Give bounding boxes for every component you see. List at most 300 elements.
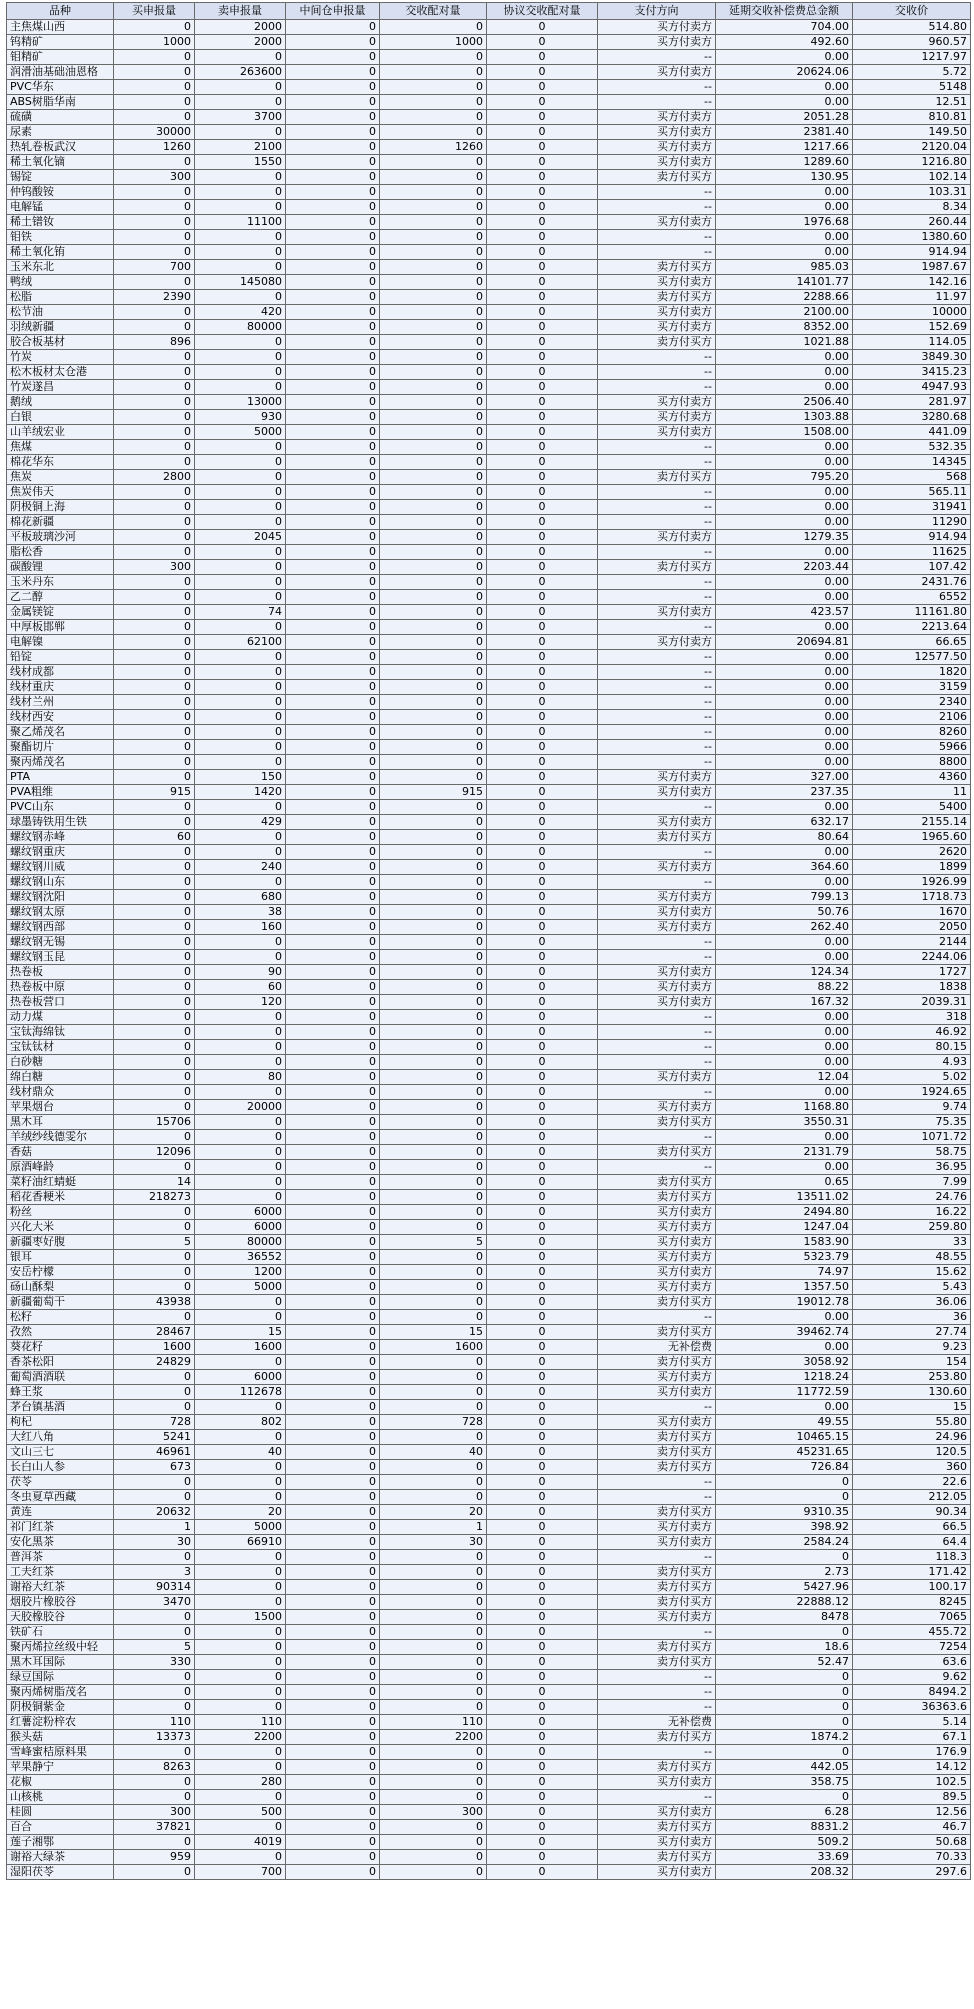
sell-declared-cell: 15 xyxy=(195,1325,286,1340)
buy-declared-cell: 0 xyxy=(114,1025,195,1040)
compensation-total-cell: 0 xyxy=(716,1550,853,1565)
payment-direction-cell: -- xyxy=(598,455,716,470)
delivery-matched-cell: 0 xyxy=(380,1610,487,1625)
table-row xyxy=(7,905,971,920)
variety-cell: 线材重庆 xyxy=(7,680,114,695)
table-row xyxy=(7,620,971,635)
buy-declared-cell: 0 xyxy=(114,1775,195,1790)
middle-warehouse-cell: 0 xyxy=(286,1265,380,1280)
table-row xyxy=(7,860,971,875)
delivery-price-cell: 810.81 xyxy=(853,110,971,125)
agreement-matched-cell: 0 xyxy=(487,1805,598,1820)
sell-declared-cell: 112678 xyxy=(195,1385,286,1400)
delivery-matched-cell: 0 xyxy=(380,770,487,785)
sell-declared-cell: 60 xyxy=(195,980,286,995)
compensation-total-cell: 8352.00 xyxy=(716,320,853,335)
sell-declared-cell: 13000 xyxy=(195,395,286,410)
variety-cell: 粉丝 xyxy=(7,1205,114,1220)
delivery-matched-cell: 0 xyxy=(380,1550,487,1565)
delivery-price-cell: 100.17 xyxy=(853,1580,971,1595)
agreement-matched-cell: 0 xyxy=(487,20,598,35)
agreement-matched-cell: 0 xyxy=(487,980,598,995)
variety-cell: 钨精矿 xyxy=(7,35,114,50)
buy-declared-cell: 0 xyxy=(114,710,195,725)
payment-direction-cell: -- xyxy=(598,1625,716,1640)
delivery-price-cell: 5.14 xyxy=(853,1715,971,1730)
table-row xyxy=(7,1715,971,1730)
middle-warehouse-cell: 0 xyxy=(286,290,380,305)
delivery-price-cell: 1217.97 xyxy=(853,50,971,65)
variety-cell: 棉花新疆 xyxy=(7,515,114,530)
compensation-total-cell: 442.05 xyxy=(716,1760,853,1775)
agreement-matched-cell: 0 xyxy=(487,1175,598,1190)
agreement-matched-cell: 0 xyxy=(487,1565,598,1580)
delivery-price-cell: 1380.60 xyxy=(853,230,971,245)
payment-direction-cell: 买方付卖方 xyxy=(598,920,716,935)
compensation-total-cell: 1217.66 xyxy=(716,140,853,155)
sell-declared-cell: 0 xyxy=(195,1475,286,1490)
delivery-matched-cell: 0 xyxy=(380,1430,487,1445)
middle-warehouse-cell: 0 xyxy=(286,1805,380,1820)
sell-declared-cell: 0 xyxy=(195,620,286,635)
table-row xyxy=(7,935,971,950)
compensation-total-cell: 3058.92 xyxy=(716,1355,853,1370)
delivery-matched-cell: 0 xyxy=(380,710,487,725)
delivery-matched-cell: 0 xyxy=(380,395,487,410)
payment-direction-cell: 买方付卖方 xyxy=(598,860,716,875)
delivery-price-cell: 16.22 xyxy=(853,1205,971,1220)
delivery-matched-cell: 0 xyxy=(380,335,487,350)
table-row xyxy=(7,1070,971,1085)
agreement-matched-cell: 0 xyxy=(487,590,598,605)
buy-declared-cell: 0 xyxy=(114,635,195,650)
delivery-price-cell: 2620 xyxy=(853,845,971,860)
table-row xyxy=(7,20,971,35)
agreement-matched-cell: 0 xyxy=(487,1580,598,1595)
buy-declared-cell: 0 xyxy=(114,1475,195,1490)
middle-warehouse-cell: 0 xyxy=(286,1775,380,1790)
middle-warehouse-cell: 0 xyxy=(286,1220,380,1235)
compensation-total-cell: 262.40 xyxy=(716,920,853,935)
table-row xyxy=(7,455,971,470)
table-row xyxy=(7,995,971,1010)
agreement-matched-cell: 0 xyxy=(487,275,598,290)
sell-declared-cell: 0 xyxy=(195,1040,286,1055)
agreement-matched-cell: 0 xyxy=(487,1025,598,1040)
sell-declared-cell: 0 xyxy=(195,710,286,725)
agreement-matched-cell: 0 xyxy=(487,800,598,815)
header-agreement-matched: 协议交收配对量 xyxy=(487,3,598,20)
delivery-matched-cell: 0 xyxy=(380,905,487,920)
buy-declared-cell: 0 xyxy=(114,1490,195,1505)
middle-warehouse-cell: 0 xyxy=(286,1505,380,1520)
middle-warehouse-cell: 0 xyxy=(286,1190,380,1205)
delivery-price-cell: 5148 xyxy=(853,80,971,95)
middle-warehouse-cell: 0 xyxy=(286,1865,380,1880)
delivery-price-cell: 1820 xyxy=(853,665,971,680)
delivery-matched-cell: 0 xyxy=(380,1220,487,1235)
delivery-matched-cell: 0 xyxy=(380,1175,487,1190)
delivery-price-cell: 70.33 xyxy=(853,1850,971,1865)
payment-direction-cell: -- xyxy=(598,665,716,680)
compensation-total-cell: 0.00 xyxy=(716,590,853,605)
agreement-matched-cell: 0 xyxy=(487,1775,598,1790)
variety-cell: 螺纹钢无锡 xyxy=(7,935,114,950)
table-row xyxy=(7,410,971,425)
agreement-matched-cell: 0 xyxy=(487,1235,598,1250)
middle-warehouse-cell: 0 xyxy=(286,1565,380,1580)
variety-cell: 螺纹钢川威 xyxy=(7,860,114,875)
delivery-matched-cell: 0 xyxy=(380,1385,487,1400)
middle-warehouse-cell: 0 xyxy=(286,815,380,830)
payment-direction-cell: -- xyxy=(598,1130,716,1145)
compensation-total-cell: 0 xyxy=(716,1490,853,1505)
variety-cell: 碳酸锂 xyxy=(7,560,114,575)
table-row xyxy=(7,590,971,605)
payment-direction-cell: 买方付卖方 xyxy=(598,1265,716,1280)
payment-direction-cell: 买方付卖方 xyxy=(598,395,716,410)
agreement-matched-cell: 0 xyxy=(487,1010,598,1025)
delivery-matched-cell: 0 xyxy=(380,650,487,665)
table-row xyxy=(7,425,971,440)
table-row xyxy=(7,950,971,965)
agreement-matched-cell: 0 xyxy=(487,1655,598,1670)
sell-declared-cell: 90 xyxy=(195,965,286,980)
variety-cell: 阴极铜上海 xyxy=(7,500,114,515)
table-row xyxy=(7,1370,971,1385)
sell-declared-cell: 0 xyxy=(195,650,286,665)
buy-declared-cell: 0 xyxy=(114,1625,195,1640)
sell-declared-cell: 80000 xyxy=(195,320,286,335)
variety-cell: 菜籽油红蜻蜓 xyxy=(7,1175,114,1190)
table-row xyxy=(7,1145,971,1160)
variety-cell: 羽绒新疆 xyxy=(7,320,114,335)
delivery-matched-cell: 0 xyxy=(380,1685,487,1700)
payment-direction-cell: 卖方付买方 xyxy=(598,1655,716,1670)
variety-cell: 桂圆 xyxy=(7,1805,114,1820)
delivery-price-cell: 9.62 xyxy=(853,1670,971,1685)
agreement-matched-cell: 0 xyxy=(487,725,598,740)
payment-direction-cell: -- xyxy=(598,1160,716,1175)
table-row xyxy=(7,515,971,530)
delivery-matched-cell: 0 xyxy=(380,1160,487,1175)
delivery-matched-cell: 0 xyxy=(380,575,487,590)
agreement-matched-cell: 0 xyxy=(487,155,598,170)
payment-direction-cell: -- xyxy=(598,695,716,710)
compensation-total-cell: 358.75 xyxy=(716,1775,853,1790)
delivery-price-cell: 11161.80 xyxy=(853,605,971,620)
middle-warehouse-cell: 0 xyxy=(286,725,380,740)
delivery-price-cell: 103.31 xyxy=(853,185,971,200)
delivery-matched-cell: 0 xyxy=(380,1700,487,1715)
delivery-price-cell: 75.35 xyxy=(853,1115,971,1130)
delivery-matched-cell: 0 xyxy=(380,665,487,680)
delivery-price-cell: 6552 xyxy=(853,590,971,605)
compensation-total-cell: 398.92 xyxy=(716,1520,853,1535)
payment-direction-cell: 卖方付买方 xyxy=(598,1295,716,1310)
variety-cell: 白银 xyxy=(7,410,114,425)
compensation-total-cell: 0.00 xyxy=(716,485,853,500)
variety-cell: 线材成都 xyxy=(7,665,114,680)
compensation-total-cell: 1508.00 xyxy=(716,425,853,440)
middle-warehouse-cell: 0 xyxy=(286,1295,380,1310)
table-row xyxy=(7,1670,971,1685)
buy-declared-cell: 0 xyxy=(114,305,195,320)
compensation-total-cell: 1583.90 xyxy=(716,1235,853,1250)
sell-declared-cell: 0 xyxy=(195,1640,286,1655)
payment-direction-cell: -- xyxy=(598,875,716,890)
sell-declared-cell: 0 xyxy=(195,1175,286,1190)
table-row xyxy=(7,1610,971,1625)
variety-cell: 茯苓 xyxy=(7,1475,114,1490)
payment-direction-cell: -- xyxy=(598,365,716,380)
sell-declared-cell: 2100 xyxy=(195,140,286,155)
sell-declared-cell: 1550 xyxy=(195,155,286,170)
delivery-price-cell: 63.6 xyxy=(853,1655,971,1670)
middle-warehouse-cell: 0 xyxy=(286,740,380,755)
payment-direction-cell: -- xyxy=(598,80,716,95)
middle-warehouse-cell: 0 xyxy=(286,1460,380,1475)
agreement-matched-cell: 0 xyxy=(487,1355,598,1370)
sell-declared-cell: 420 xyxy=(195,305,286,320)
sell-declared-cell: 263600 xyxy=(195,65,286,80)
sell-declared-cell: 1600 xyxy=(195,1340,286,1355)
middle-warehouse-cell: 0 xyxy=(286,620,380,635)
variety-cell: 焦炭伟天 xyxy=(7,485,114,500)
middle-warehouse-cell: 0 xyxy=(286,395,380,410)
table-row xyxy=(7,1850,971,1865)
sell-declared-cell: 0 xyxy=(195,365,286,380)
table-row xyxy=(7,1445,971,1460)
payment-direction-cell: 卖方付买方 xyxy=(598,1175,716,1190)
buy-declared-cell: 0 xyxy=(114,815,195,830)
delivery-price-cell: 260.44 xyxy=(853,215,971,230)
agreement-matched-cell: 0 xyxy=(487,260,598,275)
table-row xyxy=(7,875,971,890)
table-row xyxy=(7,710,971,725)
table-row xyxy=(7,170,971,185)
table-row xyxy=(7,1535,971,1550)
middle-warehouse-cell: 0 xyxy=(286,470,380,485)
payment-direction-cell: 买方付卖方 xyxy=(598,1205,716,1220)
agreement-matched-cell: 0 xyxy=(487,485,598,500)
payment-direction-cell: -- xyxy=(598,1025,716,1040)
agreement-matched-cell: 0 xyxy=(487,1535,598,1550)
table-row xyxy=(7,530,971,545)
table-row xyxy=(7,110,971,125)
table-row xyxy=(7,200,971,215)
compensation-total-cell: 0.00 xyxy=(716,1040,853,1055)
agreement-matched-cell: 0 xyxy=(487,1490,598,1505)
agreement-matched-cell: 0 xyxy=(487,920,598,935)
compensation-total-cell: 5427.96 xyxy=(716,1580,853,1595)
table-row xyxy=(7,605,971,620)
variety-cell: PTA xyxy=(7,770,114,785)
compensation-total-cell: 0.00 xyxy=(716,80,853,95)
compensation-total-cell: 0.00 xyxy=(716,575,853,590)
middle-warehouse-cell: 0 xyxy=(286,800,380,815)
agreement-matched-cell: 0 xyxy=(487,170,598,185)
payment-direction-cell: 买方付卖方 xyxy=(598,1865,716,1880)
variety-cell: 聚酯切片 xyxy=(7,740,114,755)
delivery-price-cell: 46.7 xyxy=(853,1820,971,1835)
delivery-price-cell: 118.3 xyxy=(853,1550,971,1565)
delivery-price-cell: 11.97 xyxy=(853,290,971,305)
delivery-price-cell: 297.6 xyxy=(853,1865,971,1880)
sell-declared-cell: 0 xyxy=(195,740,286,755)
sell-declared-cell: 0 xyxy=(195,80,286,95)
table-body xyxy=(7,20,971,1880)
payment-direction-cell: 卖方付买方 xyxy=(598,1730,716,1745)
payment-direction-cell: -- xyxy=(598,755,716,770)
buy-declared-cell: 0 xyxy=(114,80,195,95)
table-row xyxy=(7,1235,971,1250)
buy-declared-cell: 0 xyxy=(114,245,195,260)
buy-declared-cell: 13373 xyxy=(114,1730,195,1745)
buy-declared-cell: 37821 xyxy=(114,1820,195,1835)
buy-declared-cell: 0 xyxy=(114,1160,195,1175)
agreement-matched-cell: 0 xyxy=(487,860,598,875)
middle-warehouse-cell: 0 xyxy=(286,1385,380,1400)
buy-declared-cell: 0 xyxy=(114,935,195,950)
payment-direction-cell: -- xyxy=(598,1490,716,1505)
delivery-price-cell: 2144 xyxy=(853,935,971,950)
sell-declared-cell: 0 xyxy=(195,515,286,530)
sell-declared-cell: 0 xyxy=(195,725,286,740)
delivery-price-cell: 318 xyxy=(853,1010,971,1025)
buy-declared-cell: 1600 xyxy=(114,1340,195,1355)
compensation-total-cell: 88.22 xyxy=(716,980,853,995)
agreement-matched-cell: 0 xyxy=(487,1160,598,1175)
delivery-matched-cell: 0 xyxy=(380,215,487,230)
variety-cell: 聚丙烯树脂茂名 xyxy=(7,1685,114,1700)
delivery-price-cell: 58.75 xyxy=(853,1145,971,1160)
table-row xyxy=(7,650,971,665)
payment-direction-cell: -- xyxy=(598,710,716,725)
compensation-total-cell: 13511.02 xyxy=(716,1190,853,1205)
delivery-price-cell: 2155.14 xyxy=(853,815,971,830)
table-row xyxy=(7,695,971,710)
compensation-total-cell: 10465.15 xyxy=(716,1430,853,1445)
variety-cell: 稀土氧化铕 xyxy=(7,245,114,260)
compensation-total-cell: 8478 xyxy=(716,1610,853,1625)
delivery-price-cell: 1926.99 xyxy=(853,875,971,890)
buy-declared-cell: 60 xyxy=(114,830,195,845)
variety-cell: 白砂糖 xyxy=(7,1055,114,1070)
agreement-matched-cell: 0 xyxy=(487,1340,598,1355)
buy-declared-cell: 728 xyxy=(114,1415,195,1430)
delivery-price-cell: 46.92 xyxy=(853,1025,971,1040)
table-row xyxy=(7,1550,971,1565)
payment-direction-cell: 买方付卖方 xyxy=(598,1535,716,1550)
variety-cell: 焦煤 xyxy=(7,440,114,455)
buy-declared-cell: 0 xyxy=(114,350,195,365)
payment-direction-cell: 买方付卖方 xyxy=(598,275,716,290)
agreement-matched-cell: 0 xyxy=(487,1505,598,1520)
delivery-price-cell: 154 xyxy=(853,1355,971,1370)
payment-direction-cell: -- xyxy=(598,545,716,560)
variety-cell: 葵花籽 xyxy=(7,1340,114,1355)
payment-direction-cell: 买方付卖方 xyxy=(598,140,716,155)
delivery-matched-cell: 0 xyxy=(380,725,487,740)
middle-warehouse-cell: 0 xyxy=(286,1685,380,1700)
agreement-matched-cell: 0 xyxy=(487,1670,598,1685)
buy-declared-cell: 0 xyxy=(114,1010,195,1025)
compensation-total-cell: 2131.79 xyxy=(716,1145,853,1160)
delivery-matched-cell: 0 xyxy=(380,110,487,125)
sell-declared-cell: 0 xyxy=(195,830,286,845)
compensation-total-cell: 0.00 xyxy=(716,1310,853,1325)
agreement-matched-cell: 0 xyxy=(487,125,598,140)
agreement-matched-cell: 0 xyxy=(487,215,598,230)
compensation-total-cell: 0.00 xyxy=(716,515,853,530)
delivery-matched-cell: 0 xyxy=(380,1475,487,1490)
agreement-matched-cell: 0 xyxy=(487,395,598,410)
delivery-price-cell: 9.23 xyxy=(853,1340,971,1355)
compensation-total-cell: 0.00 xyxy=(716,95,853,110)
middle-warehouse-cell: 0 xyxy=(286,785,380,800)
delivery-matched-cell: 0 xyxy=(380,1640,487,1655)
buy-declared-cell: 0 xyxy=(114,995,195,1010)
sell-declared-cell: 66910 xyxy=(195,1535,286,1550)
buy-declared-cell: 0 xyxy=(114,50,195,65)
compensation-total-cell: 509.2 xyxy=(716,1835,853,1850)
middle-warehouse-cell: 0 xyxy=(286,995,380,1010)
delivery-matched-cell: 0 xyxy=(380,1295,487,1310)
payment-direction-cell: -- xyxy=(598,800,716,815)
buy-declared-cell: 3470 xyxy=(114,1595,195,1610)
sell-declared-cell: 0 xyxy=(195,1550,286,1565)
agreement-matched-cell: 0 xyxy=(487,1730,598,1745)
compensation-total-cell: 0.00 xyxy=(716,845,853,860)
variety-cell: 雪峰蜜桔原料果 xyxy=(7,1745,114,1760)
delivery-matched-cell: 0 xyxy=(380,935,487,950)
middle-warehouse-cell: 0 xyxy=(286,1340,380,1355)
delivery-price-cell: 15 xyxy=(853,1400,971,1415)
delivery-price-cell: 8245 xyxy=(853,1595,971,1610)
table-row xyxy=(7,1430,971,1445)
table-row xyxy=(7,1190,971,1205)
sell-declared-cell: 0 xyxy=(195,1400,286,1415)
middle-warehouse-cell: 0 xyxy=(286,1235,380,1250)
sell-declared-cell: 0 xyxy=(195,1655,286,1670)
table-row xyxy=(7,230,971,245)
variety-cell: 红薯淀粉梓农 xyxy=(7,1715,114,1730)
delivery-matched-cell: 0 xyxy=(380,1625,487,1640)
compensation-total-cell: 0.00 xyxy=(716,500,853,515)
sell-declared-cell: 0 xyxy=(195,680,286,695)
buy-declared-cell: 0 xyxy=(114,680,195,695)
variety-cell: 聚丙烯茂名 xyxy=(7,755,114,770)
agreement-matched-cell: 0 xyxy=(487,635,598,650)
sell-declared-cell: 0 xyxy=(195,1025,286,1040)
middle-warehouse-cell: 0 xyxy=(286,1310,380,1325)
payment-direction-cell: -- xyxy=(598,740,716,755)
delivery-matched-cell: 0 xyxy=(380,410,487,425)
delivery-price-cell: 142.16 xyxy=(853,275,971,290)
buy-declared-cell: 0 xyxy=(114,1670,195,1685)
sell-declared-cell: 20 xyxy=(195,1505,286,1520)
middle-warehouse-cell: 0 xyxy=(286,95,380,110)
table-row xyxy=(7,320,971,335)
agreement-matched-cell: 0 xyxy=(487,1820,598,1835)
compensation-total-cell: 0.00 xyxy=(716,620,853,635)
table-row xyxy=(7,365,971,380)
buy-declared-cell: 0 xyxy=(114,365,195,380)
buy-declared-cell: 0 xyxy=(114,980,195,995)
table-row xyxy=(7,740,971,755)
variety-cell: 蜂王浆 xyxy=(7,1385,114,1400)
